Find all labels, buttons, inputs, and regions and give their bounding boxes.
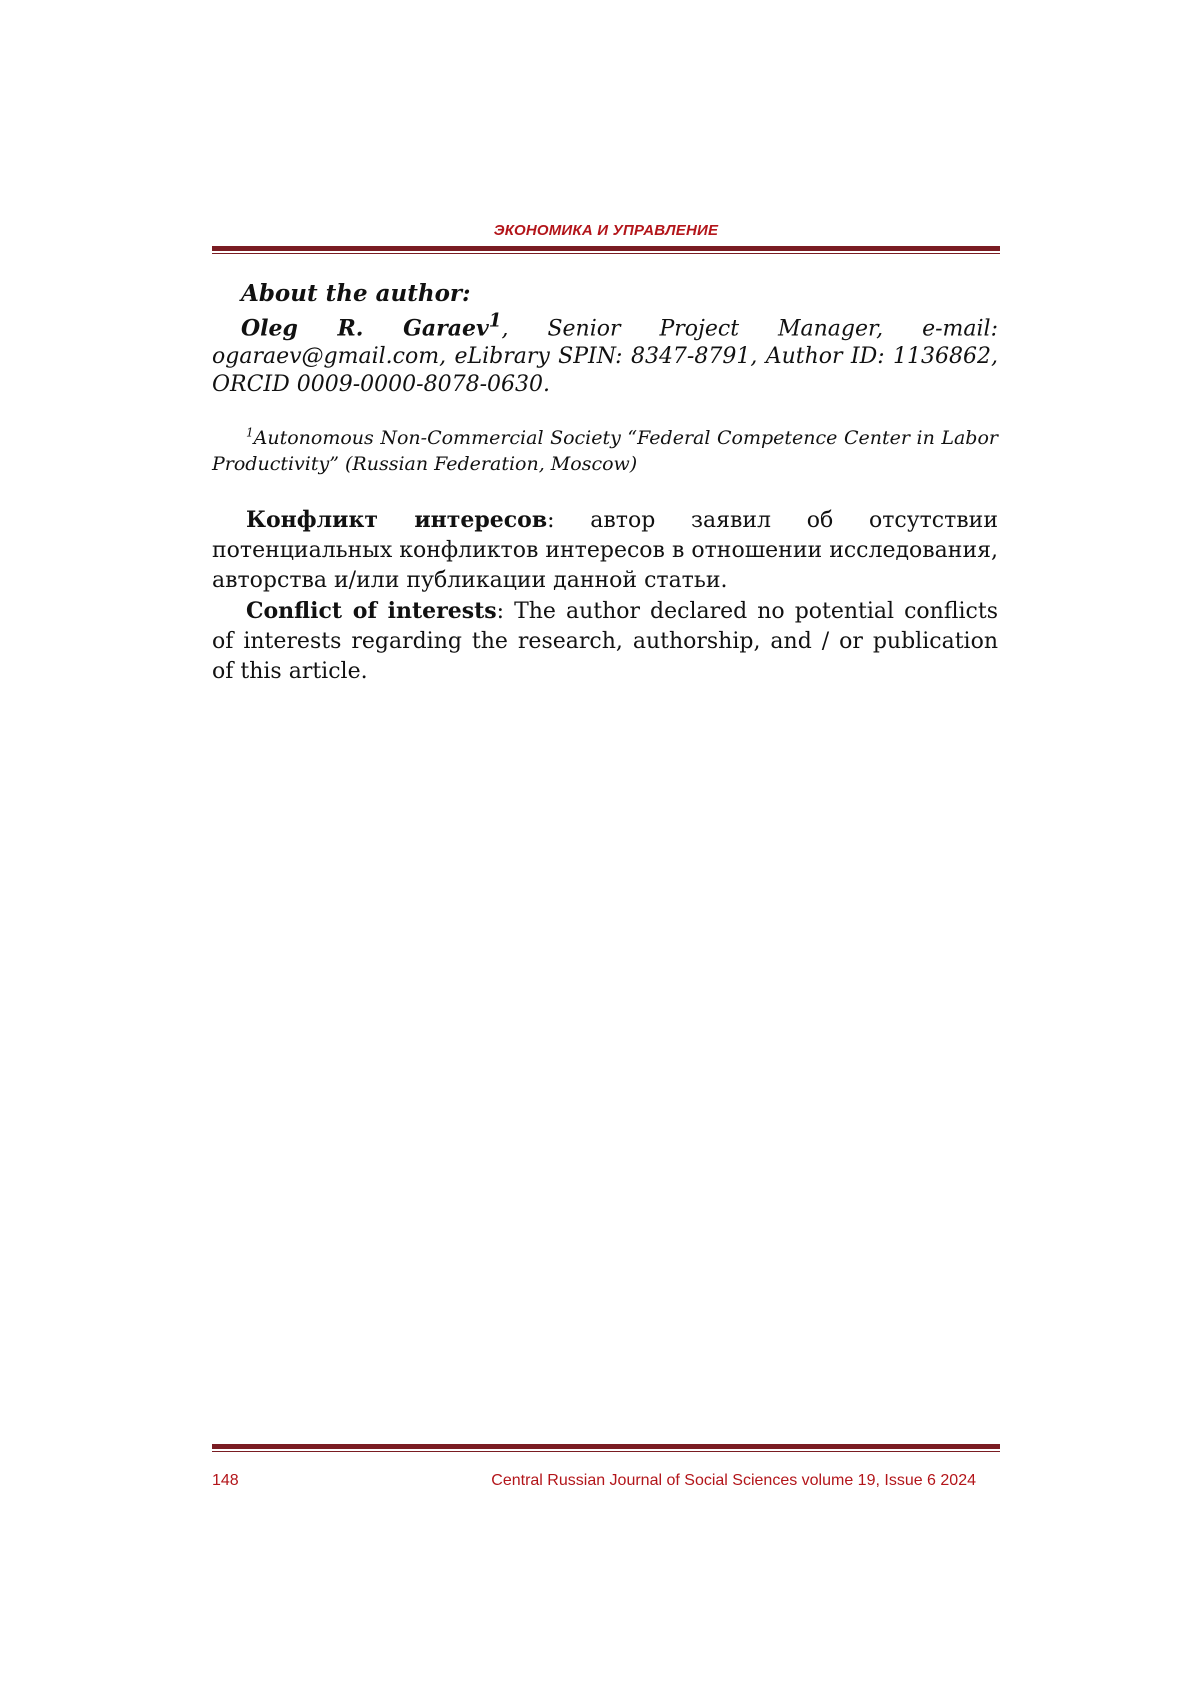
conflict-en-text: : The author declared no potential conflicts of interests regarding the research, authorship, and / or publication of this article.: [212, 599, 998, 685]
conflict-en-label: Conflict of interests: [246, 598, 497, 625]
affiliation-superscript: 1: [246, 426, 254, 440]
author-details-text: , Senior Project Manager, e-mail: ogaraev@gmail.com, eLibrary SPIN: 8347-8791, Author ID: 1136862, ORCID 0009-0000-8078-0630.: [212, 316, 998, 398]
conflict-of-interests-en: [212, 596, 998, 687]
author-affiliation: [212, 425, 998, 477]
conflict-ru-label: Конфликт интересов: [246, 507, 548, 534]
journal-citation: Central Russian Journal of Social Sciences volume 19, Issue 6 2024: [491, 1472, 976, 1489]
page-number: 148: [212, 1472, 239, 1489]
about-author-heading: About the author:: [241, 280, 471, 307]
conflict-of-interests-ru: [212, 505, 998, 596]
page-content: [212, 279, 998, 687]
footer-divider: [212, 1444, 1000, 1452]
affiliation-text: Autonomous Non-Commercial Society “Federal Competence Center in Labor Productivity” (Russian Federation, Moscow): [212, 427, 998, 476]
author-details: [212, 308, 998, 399]
running-header-title: ЭКОНОМИКА И УПРАВЛЕНИЕ: [493, 222, 719, 239]
author-name: Oleg R. Garaev: [241, 315, 489, 342]
conflict-ru-text: : автор заявил об отсутствии потенциальных конфликтов интересов в отношении исследования, авторства и/или публикации данной статьи.: [212, 508, 999, 594]
author-name-superscript: 1: [488, 311, 502, 332]
header-divider: [212, 246, 1000, 254]
